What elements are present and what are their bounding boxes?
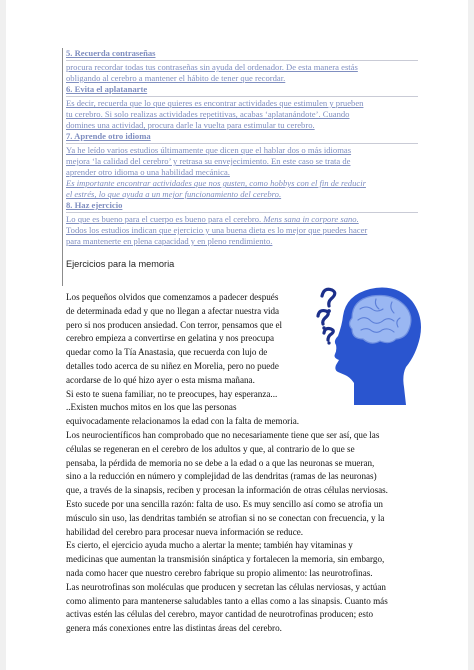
paragraph-line: pensaba, la pérdida de memoria no se debe a la edad o a que las neuronas se mueran, [66,457,375,468]
document-page [6,0,468,670]
paragraph-line: quedar como la Tía Anastasia, que recuerda con lujo de [66,347,268,358]
paragraph-line: como alimento para mantenerse saludables tanto a ellas como a las sinapsis. Cuanto más [66,595,388,606]
tip-italic-line[interactable]: el estrés, lo que ayuda a un mejor funcionamiento del cerebro. [66,189,282,199]
paragraph-line: que, a través de la sinapsis, reciben y procesan la información de otras células nerviosas. [66,485,388,496]
tip-mixed-line[interactable] [66,214,418,225]
paragraph-line: pero si nos producen ansiedad. Con terror, pensamos que el [66,319,283,330]
paragraph-line: Si esto te suena familiar, no te preocupes, hay esperanza... [66,388,278,399]
tip-text-line[interactable]: aprender otro idioma o una habilidad mecánica. [66,167,230,177]
tip-text-line[interactable]: domines una actividad, procura darle la vuelta para estimular tu cerebro. [66,120,315,130]
quote-margin-bar [62,48,63,286]
tip-heading[interactable]: 8. Haz ejercicio [66,200,123,210]
tip-heading[interactable]: 5. Recuerda contraseñas [66,48,156,58]
divider [66,96,418,97]
paragraph-line: músculo sin uso, las dendritas también se atrofian si no se conectan con frecuencia, y la [66,512,385,523]
tip-text-line[interactable]: para mantenerte en plena capacidad y en pleno rendimiento. [66,236,273,246]
tip-heading[interactable]: 7. Aprende otro idioma [66,131,151,141]
paragraph-line: Esto sucede por una sencilla razón: falta de uso. Es muy sencillo así como se atrofia un [66,498,383,509]
section-title: Ejercicios para la memoria [66,259,175,269]
divider [66,212,418,213]
article-body [66,291,426,636]
tip-text-line[interactable]: obligando al cerebro a mantener el hábito de tener que recordar. [66,73,286,83]
paragraph-line: acordarse de lo qué hizo ayer o esta misma mañana. [66,374,255,385]
paragraph-line: Es cierto, el ejercicio ayuda mucho a alertar la mente; también hay vitaminas y [66,540,353,551]
paragraph-line: Las neurotrofinas son moléculas que producen y secretan las células nerviosas, y actúan [66,581,386,592]
tip-text-line[interactable]: Ya he leído varios estudios últimamente que dicen que el hablar dos o más idiomas [66,145,352,155]
tip-heading[interactable]: 6. Evita el aplatanarte [66,84,148,94]
paragraph-line: genera más conexiones entre las distintas áreas del cerebro. [66,623,282,634]
paragraph-line: células se regeneran en el cerebro de los adultos y que, al contrario de lo que se [66,443,355,454]
tip-text-line[interactable]: Es decir, recuerda que lo que quieres es encontrar actividades que estimulen y prueben [66,98,364,108]
tip-text-italic: Mens sana in corpore sano. [263,214,359,224]
paragraph-line: medicinas que aumentan la transmisión sináptica y fortalecen la memoria, sin embargo, [66,554,385,565]
paragraph-line: ..Existen muchos mitos en los que las personas [66,402,237,413]
paragraph-line: cerebro empieza a convertirse en gelatina y nos preocupa [66,333,275,344]
tip-text-line[interactable]: procura recordar todas tus contraseñas sin ayuda del ordenador. De esta manera estás [66,62,358,72]
paragraph-line: nada como hacer que nuestro cerebro fabrique su propio alimento: las neurotrofinas. [66,567,373,578]
divider [66,60,418,61]
tip-text-plain: Lo que es bueno para el cuerpo es bueno para el cerebro. [66,214,264,224]
paragraph-line: activas estén las células del cerebro, mayor cantidad de neurotrofinas producen; esto [66,609,374,620]
paragraph-line: Los pequeños olvidos que comenzamos a padecer después [66,292,279,302]
tip-italic-line[interactable]: Es importante encontrar actividades que nos gusten, como hobbys con el fin de reducir [66,178,366,188]
divider [66,143,418,144]
tip-text-line[interactable]: mejora ‘la calidad del cerebro’ y retrasa su envejecimiento. En este caso se trata de [66,156,351,166]
memory-tips-list [66,48,418,247]
paragraph-line: sino a la reducción en número y complejidad de las dendritas (ramas de las neuronas) [66,471,377,482]
paragraph-line: de determinada edad y que no llegan a afectar nuestra vida [66,305,280,316]
tip-text-line[interactable]: tu cerebro. Si solo realizas actividades repetitivas, acabas ‘aplatanándote’. Cuando [66,109,350,119]
paragraph-line: Los neurocientíficos han comprobado que no necesariamente tiene que ser así, que las [66,429,380,440]
paragraph-line: habilidad del cerebro para procesar nueva información se reduce. [66,526,304,537]
paragraph-line: detalles todo acerca de su niñez en Morelia, pero no puede [66,360,279,371]
tip-text-line[interactable]: Todos los estudios indican que ejercicio y una buena dieta es lo mejor que puedes hacer [66,225,368,235]
paragraph-line: equivocadamente relacionamos la edad con la falta de memoria. [66,416,300,427]
